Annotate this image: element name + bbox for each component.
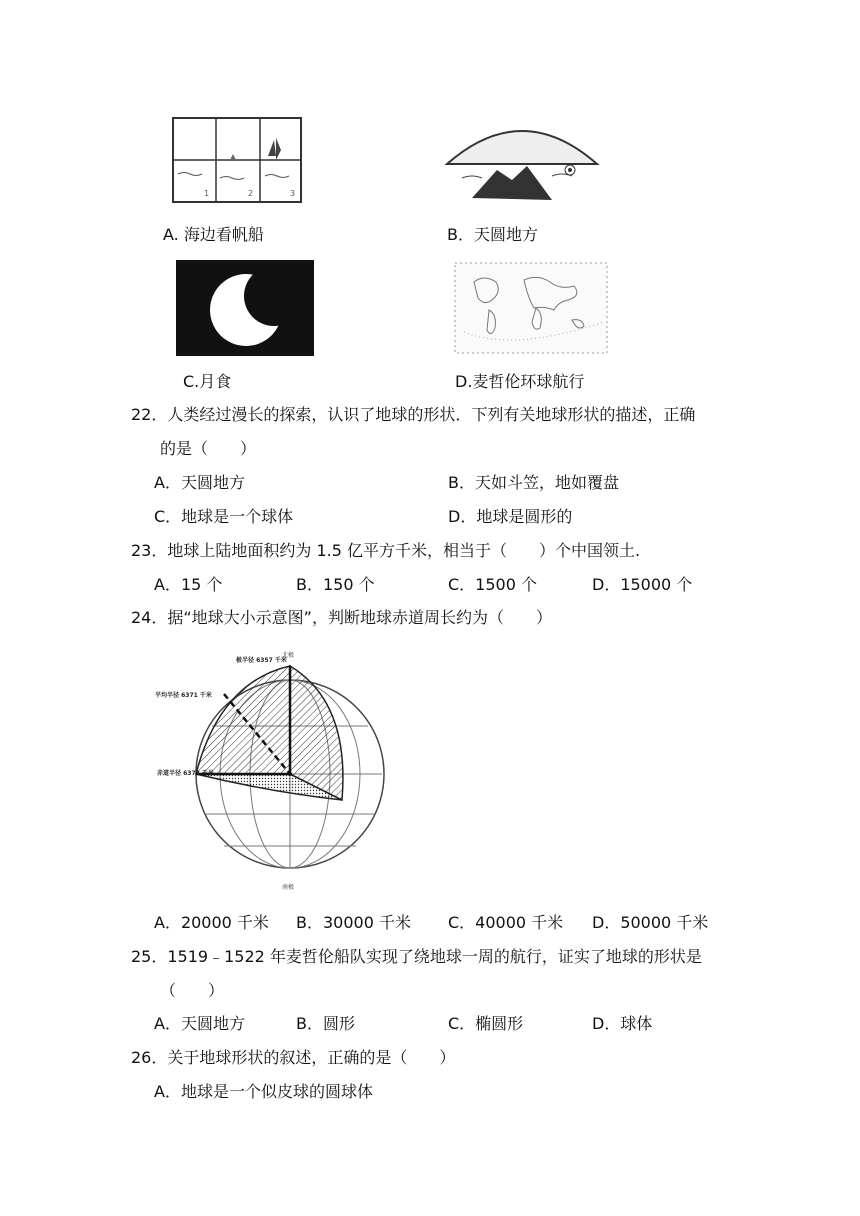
q25-option-c: C．椭圆形 [448,1014,524,1033]
figure-b-dome-image [442,118,602,210]
q23-stem: 23．地球上陆地面积约为 1.5 亿平方千米，相当于（ ）个中国领土. [131,541,641,560]
figure-c-caption: C.月食 [183,372,232,391]
figure-b-caption: B．天圆地方 [447,225,538,244]
q26-option-a: A．地球是一个似皮球的圆球体 [154,1082,373,1101]
q24-option-d: D．50000 千米 [592,913,709,932]
globe-north-label: 北极 [282,652,295,659]
q23-option-d: D．15000 个 [592,575,693,594]
q24-option-b: B．30000 千米 [296,913,411,932]
globe-equatorial-radius-label: 赤道半径 6378 千米 [157,770,214,777]
q25-option-d: D．球体 [592,1014,653,1033]
figure-c-eclipse-image [176,260,314,356]
q22-option-d: D．地球是圆形的 [448,507,573,526]
q23-option-c: C．1500 个 [448,575,537,594]
q22-stem-line2: 的是（ ） [160,439,257,458]
figure-d-caption: D.麦哲伦环球航行 [455,372,585,391]
q25-option-a: A．天圆地方 [154,1014,245,1033]
globe-mean-radius-label: 平均半径 6371 千米 [155,692,212,699]
q23-option-a: A．15 个 [154,575,223,594]
q24-option-a: A．20000 千米 [154,913,269,932]
figure-a-sailboat-image [170,116,304,204]
q22-option-c: C．地球是一个球体 [154,507,294,526]
q24-option-c: C．40000 千米 [448,913,564,932]
q25-stem-line2: （ ） [160,981,225,1000]
globe-polar-radius-label: 极半径 6357 千米 [236,657,287,664]
q26-stem: 26．关于地球形状的叙述，正确的是（ ） [131,1048,456,1067]
q22-option-a: A．天圆地方 [154,473,245,492]
svg-text:3: 3 [290,189,296,198]
q22-stem-line1: 22．人类经过漫长的探索，认识了地球的形状．下列有关地球形状的描述，正确 [131,405,696,424]
q25-option-b: B．圆形 [296,1014,355,1033]
figure-a-caption: A. 海边看帆船 [163,225,264,244]
globe-south-label: 南极 [282,884,295,891]
q24-stem: 24．据“地球大小示意图”，判断地球赤道周长约为（ ） [131,608,552,627]
svg-text:1: 1 [204,189,210,198]
q23-option-b: B．150 个 [296,575,375,594]
figure-d-world-map-image [454,262,608,354]
q22-option-b: B．天如斗笠，地如覆盘 [448,473,619,492]
svg-text:2: 2 [248,189,254,198]
q25-stem-line1: 25．1519﹣1522 年麦哲伦船队实现了绕地球一周的航行，证实了地球的形状是 [131,947,702,966]
